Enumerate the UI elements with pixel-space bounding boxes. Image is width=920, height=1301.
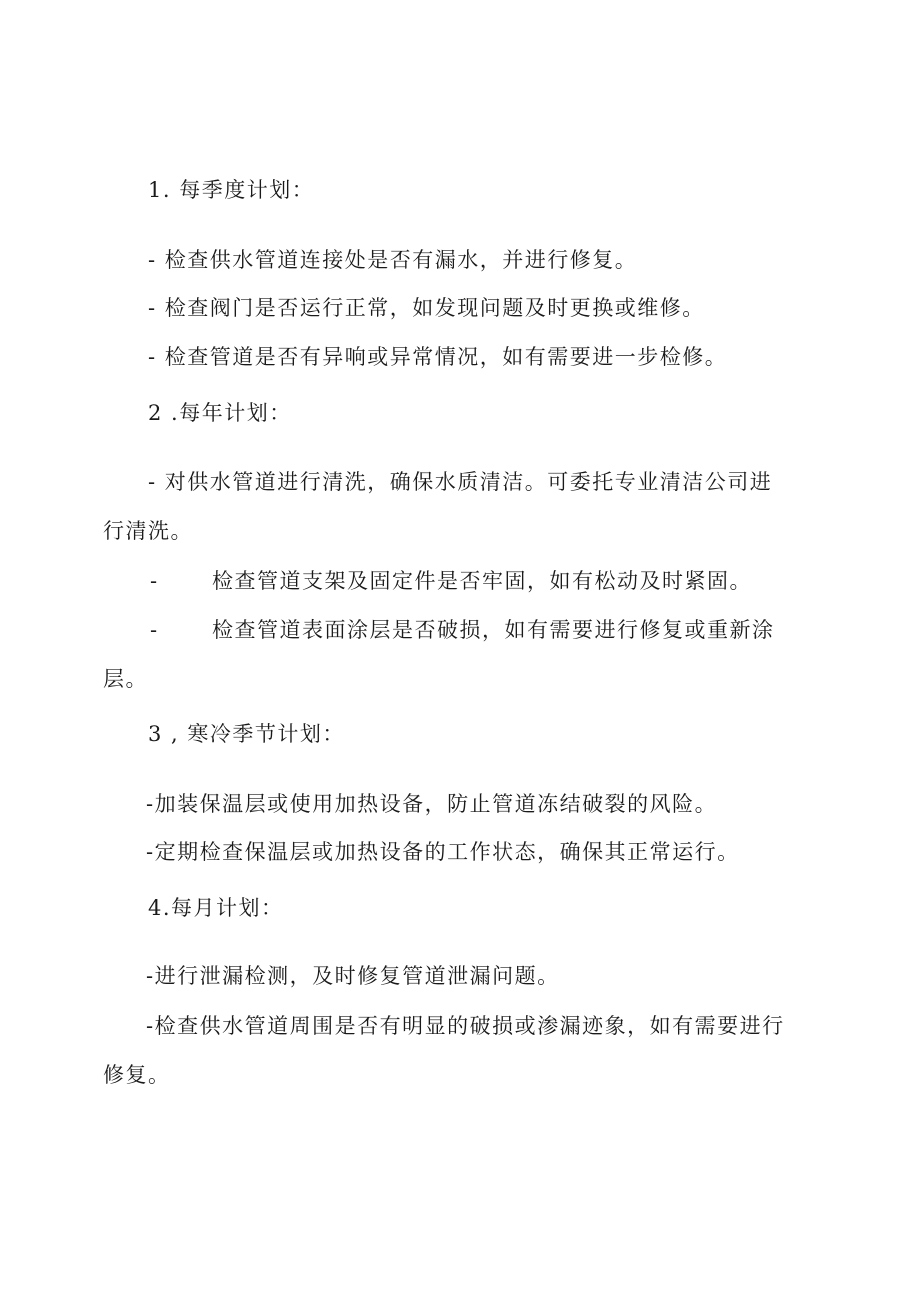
list-item: - 检查供水管道连接处是否有漏水，并进行修复。 [148, 248, 638, 272]
section-heading-monthly: 4.每月计划： [148, 896, 284, 920]
list-item-continuation: 行清洗。 [103, 519, 193, 543]
section-heading-winter: 3 , 寒冷季节计划： [148, 722, 345, 746]
list-item-dash: - [150, 618, 159, 642]
list-item: - 检查管道是否有异响或异常情况，如有需要进一步检修。 [148, 345, 728, 369]
list-item: -加装保温层或使用加热设备，防止管道冻结破裂的风险。 [146, 792, 718, 816]
list-item-continuation: 修复。 [103, 1063, 171, 1087]
list-item-dash: - [150, 569, 159, 593]
list-item: -检查供水管道周围是否有明显的破损或渗漏迹象，如有需要进行 [146, 1014, 785, 1038]
list-item: -定期检查保温层或加热设备的工作状态，确保其正常运行。 [146, 840, 740, 864]
list-item: -进行泄漏检测，及时修复管道泄漏问题。 [146, 964, 560, 988]
list-item: - 检查阀门是否运行正常，如发现问题及时更换或维修。 [148, 296, 705, 320]
list-item: 检查管道表面涂层是否破损，如有需要进行修复或重新涂 [212, 618, 775, 642]
list-item: 检查管道支架及固定件是否牢固，如有松动及时紧固。 [212, 569, 752, 593]
section-heading-yearly: 2 .每年计划： [148, 401, 292, 425]
list-item: - 对供水管道进行清洗，确保水质清洁。可委托专业清洁公司进 [148, 470, 773, 494]
list-item-continuation: 层。 [103, 667, 148, 691]
section-heading-quarterly: 1. 每季度计划： [148, 178, 315, 202]
